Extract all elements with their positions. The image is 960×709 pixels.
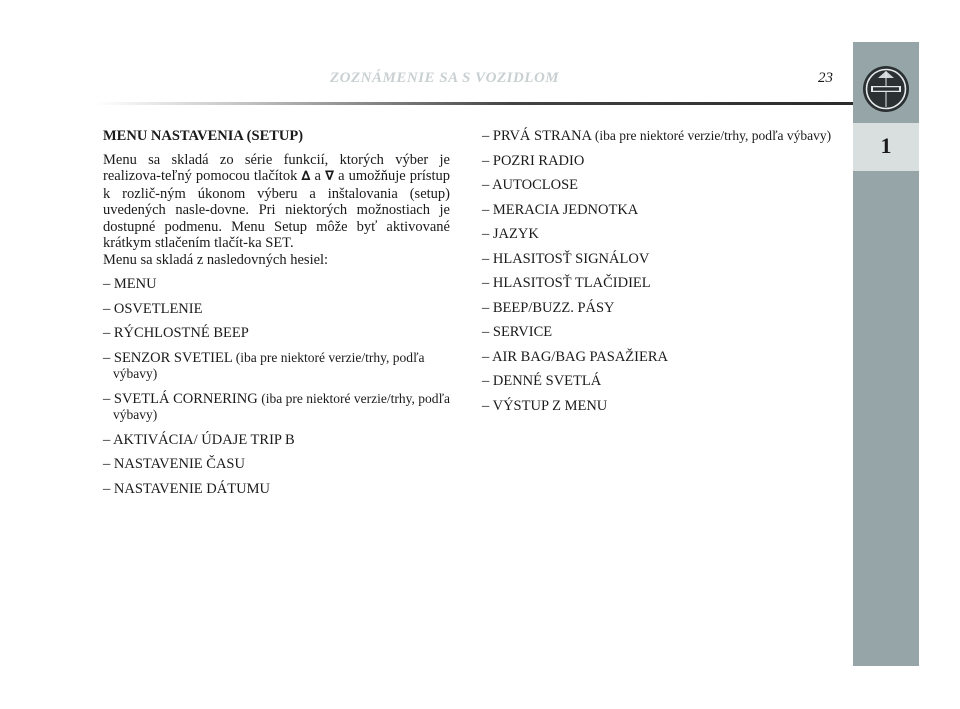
list-item: – BEEP/BUZZ. PÁSY [482, 299, 615, 316]
list-item: – JAZYK [482, 226, 539, 242]
chapter-box[interactable] [853, 123, 919, 171]
menu-items-right [482, 128, 832, 414]
list-item: – SENZOR SVETIEL (iba pre niektoré verzie/trhy, podľa výbavy) [103, 349, 425, 381]
list-item: – POZRI RADIO [482, 152, 585, 169]
list-item: – MERACIA JEDNOTKA [482, 201, 639, 218]
list-item: – AIR BAG/BAG PASAŽIERA [482, 348, 668, 365]
arrow-up-icon: ∆ [301, 169, 311, 184]
list-item: – DENNÉ SVETLÁ [482, 373, 602, 389]
list-item: – AUTOCLOSE [482, 177, 579, 193]
page-number: 23 [818, 70, 833, 86]
list-item: – RÝCHLOSTNÉ BEEP [103, 325, 249, 341]
list-item: – SERVICE [482, 324, 553, 340]
arrow-down-icon: ∇ [324, 169, 335, 184]
lancia-logo-icon [861, 64, 911, 114]
list-item: – AKTIVÁCIA/ ÚDAJE TRIP B [103, 431, 295, 448]
list-item: – NASTAVENIE DÁTUMU [103, 480, 270, 497]
right-column [482, 128, 832, 414]
intro-paragraph [103, 152, 450, 269]
menu-items-left [103, 276, 450, 497]
intro-text-2: a umožňuje prístup k rozlič-ným úkonom výberu a inštalovania (setup) uvedených nasle-dovne. Pri niektorých možnostiach je dostupné podmenu. Menu Setup môže byť aktivované krátkym stlačením tlačít-ka SET. [103, 168, 451, 251]
list-item: – VÝSTUP Z MENU [482, 397, 608, 414]
chapter-number: 1 [880, 133, 892, 158]
list-item: – OSVETLENIE [103, 300, 203, 317]
list-item: – SVETLÁ CORNERING (iba pre niektoré verzie/trhy, podľa výbavy) [103, 390, 450, 422]
list-item: – MENU [103, 276, 157, 292]
list-item: – HLASITOSŤ SIGNÁLOV [482, 250, 650, 267]
left-column [103, 128, 450, 497]
intro-text-3: Menu sa skladá z nasledovných hesiel: [103, 251, 329, 268]
list-item: – PRVÁ STRANA (iba pre niektoré verzie/trhy, podľa výbavy) [482, 128, 832, 144]
intro-and: a [314, 168, 321, 184]
section-heading: MENU NASTAVENIA (SETUP) [103, 128, 304, 144]
intro-text-1: Menu sa skladá zo série funkcií, ktorých výber je realizova-teľný pomocou tlačítok [103, 151, 450, 184]
list-item: – HLASITOSŤ TLAČIDIEL [482, 275, 651, 291]
header-rule [95, 102, 853, 105]
header-title: ZOZNÁMENIE SA S VOZIDLOM [330, 70, 560, 86]
list-item: – NASTAVENIE ČASU [103, 456, 245, 472]
